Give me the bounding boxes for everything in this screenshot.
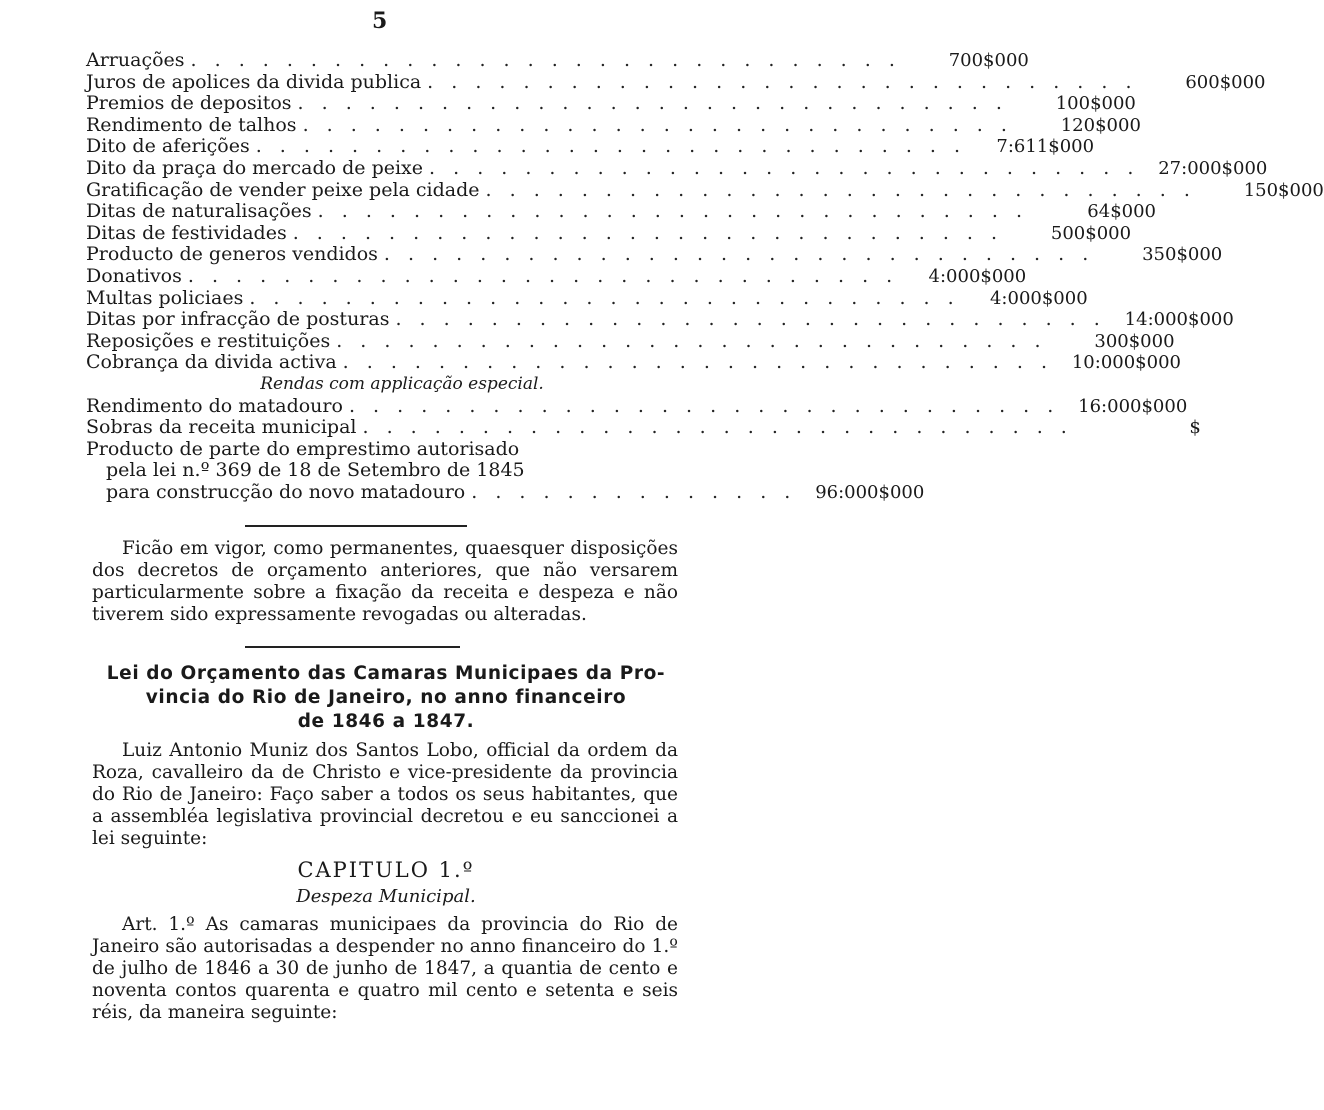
leader-dots: . . . . . . . . . . . . . . . . . . . . . . . . . . . . . . <box>190 49 901 71</box>
ledger-amount: 7:611$000 <box>996 136 1095 158</box>
ledger-label: Donativos <box>86 264 182 287</box>
ledger-amount: 150$000 <box>1243 179 1324 201</box>
loan-line: pela lei n.º 369 de 18 de Setembro de 1845 <box>106 459 525 482</box>
law-title <box>92 662 680 734</box>
leader-dots: . . . . . . . . . . . . . . . . . . . . . . . . . . . . . . <box>383 243 1095 266</box>
leader-dots: . . . . . . . . . . . . . . . . . . . . . . . . . . . . . . <box>395 308 1106 331</box>
ledger-amount: 350$000 <box>1142 244 1223 266</box>
leader-dots: . . . . . . . . . . . . . . . . . . . . . . . . . . . . . . <box>249 286 960 309</box>
ledger-amount: 120$000 <box>1060 114 1141 136</box>
ledger-row <box>86 286 1088 310</box>
ledger-amount: 300$000 <box>1094 330 1175 352</box>
ledger-label: Multas policiaes <box>86 286 244 309</box>
ledger-row <box>86 49 1029 72</box>
ledger-row <box>86 243 1223 266</box>
section-divider <box>245 525 467 527</box>
ledger-amount: 600$000 <box>1185 71 1266 93</box>
leader-dots: . . . . . . . . . . . . . . . . . . . . . . . . . . . . . . <box>362 416 1073 439</box>
ledger-label: Rendimento do matadouro <box>86 394 343 417</box>
ledger-label: Ditas de naturalisações <box>86 200 312 223</box>
ledger-row <box>86 221 1132 245</box>
ledger-label: Dito da praça do mercado de peixe <box>86 156 424 179</box>
law-title-line: de 1846 a 1847. <box>297 711 475 732</box>
special-revenue-heading: Rendas com applicação especial. <box>260 373 544 394</box>
ledger-row <box>86 394 1188 418</box>
ledger-amount: 64$000 <box>1087 201 1157 223</box>
preamble-paragraph: Luiz Antonio Muniz dos Santos Lobo, official da ordem da Roza, cavalleiro da de Christo e vice-presidente da provincia do Rio de Janeiro: Faço saber a todos os seus habitantes, que a assembléa legislativa provincial decretou e eu sanccionei a lei seguinte: <box>92 740 678 849</box>
ledger-row <box>86 264 1027 288</box>
ledger-label: Sobras da receita municipal <box>86 416 357 439</box>
ledger-label: Reposições e restituições <box>86 329 331 352</box>
ledger-amount: 10:000$000 <box>1071 352 1181 374</box>
ledger-row <box>86 178 1324 202</box>
article-label: Art. 1.º <box>122 914 195 935</box>
chapter-heading: CAPITULO 1.º <box>297 858 475 882</box>
leader-dots: . . . . . . . . . . . . . . <box>471 480 797 503</box>
article-text: As camaras municipaes da provincia do Rio de Janeiro são autorisadas a despender no anno financeiro do 1.º de julho de 1846 a 30 de junho de 1847, a quantia de cento e noventa contos quarenta e quatro mil cento e setenta e seis réis, da maneira seguinte: <box>92 914 678 1023</box>
ledger-amount: 700$000 <box>948 50 1029 71</box>
ledger-row <box>86 200 1157 223</box>
ledger-row <box>86 308 1234 331</box>
ledger-amount: 100$000 <box>1055 93 1136 115</box>
leader-dots: . . . . . . . . . . . . . . . . . . . . . . . . . . . . . . <box>302 113 1013 136</box>
law-title-line: vincia do Rio de Janeiro, no anno financeiro <box>145 687 627 708</box>
loan-entry <box>86 437 925 504</box>
ledger-amount: 500$000 <box>1050 222 1132 244</box>
leader-dots: . . . . . . . . . . . . . . . . . . . . . . . . . . . . . . <box>255 135 967 158</box>
leader-dots: . . . . . . . . . . . . . . . . . . . . . . . . . . . . . . <box>485 178 1196 201</box>
ledger-row <box>86 135 1095 158</box>
loan-line: para construcção do novo matadouro <box>106 480 466 503</box>
ledger-row <box>86 351 1181 374</box>
ledger-amount: 16:000$000 <box>1078 395 1188 417</box>
permanent-provisions-paragraph: Ficão em vigor, como permanentes, quaesquer disposições dos decretos de orçamento anteriores, que não versarem particularmente sobre a fixação da receita e despeza e não tiverem sido expressamente revogadas ou alteradas. <box>92 538 678 625</box>
leader-dots: . . . . . . . . . . . . . . . . . . . . . . . . . . . . . . <box>348 394 1060 417</box>
ledger-label: Arruações <box>86 49 185 71</box>
leader-dots: . . . . . . . . . . . . . . . . . . . . . . . . . . . . . . <box>429 156 1140 179</box>
revenue-ledger <box>86 49 1324 503</box>
ledger-amount: 27:000$000 <box>1158 157 1268 179</box>
ledger-row <box>86 416 1201 439</box>
article-paragraph <box>92 914 678 1024</box>
loan-line: Producto de parte do emprestimo autorisado <box>86 437 520 460</box>
ledger-row <box>86 156 1268 180</box>
leader-dots: . . . . . . . . . . . . . . . . . . . . . . . . . . . . . . <box>292 221 1004 244</box>
page-number: 5 <box>372 8 388 34</box>
leader-dots: . . . . . . . . . . . . . . . . . . . . . . . . . . . . . . <box>187 264 899 287</box>
ledger-row <box>86 329 1175 353</box>
leader-dots: . . . . . . . . . . . . . . . . . . . . . . . . . . . . . . <box>427 70 1138 93</box>
leader-dots: . . . . . . . . . . . . . . . . . . . . . . . . . . . . . . <box>342 351 1053 374</box>
ledger-label: Juros de apolices da divida publica <box>86 70 422 93</box>
leader-dots: . . . . . . . . . . . . . . . . . . . . . . . . . . . . . . <box>297 92 1008 115</box>
section-divider <box>245 646 460 648</box>
section-heading: Despeza Municipal. <box>296 886 476 907</box>
ledger-label: Gratificação de vender peixe pela cidade <box>86 178 480 201</box>
ledger-label: Producto de generos vendidos <box>86 243 378 266</box>
ledger-label: Cobrança da divida activa <box>86 351 337 374</box>
leader-dots: . . . . . . . . . . . . . . . . . . . . . . . . . . . . . . <box>317 200 1029 223</box>
ledger-label: Dito de aferições <box>86 135 250 158</box>
law-title-line: Lei do Orçamento das Camaras Municipaes da Pro- <box>106 663 666 684</box>
ledger-amount: 96:000$000 <box>815 481 925 503</box>
ledger-label: Rendimento de talhos <box>86 113 297 136</box>
leader-dots: . . . . . . . . . . . . . . . . . . . . . . . . . . . . . . <box>336 329 1047 352</box>
ledger-amount: 4:000$000 <box>928 265 1027 287</box>
ledger-amount: $ <box>1189 417 1201 439</box>
ledger-label: Ditas de festividades <box>86 221 287 244</box>
ledger-row <box>86 113 1141 137</box>
ledger-label: Ditas por infracção de posturas <box>86 308 390 331</box>
ledger-amount: 4:000$000 <box>989 287 1088 309</box>
ledger-row <box>86 70 1266 94</box>
ledger-row <box>86 480 925 504</box>
ledger-label: Premios de depositos <box>86 92 292 115</box>
ledger-row <box>86 92 1136 115</box>
ledger-amount: 14:000$000 <box>1124 309 1234 331</box>
